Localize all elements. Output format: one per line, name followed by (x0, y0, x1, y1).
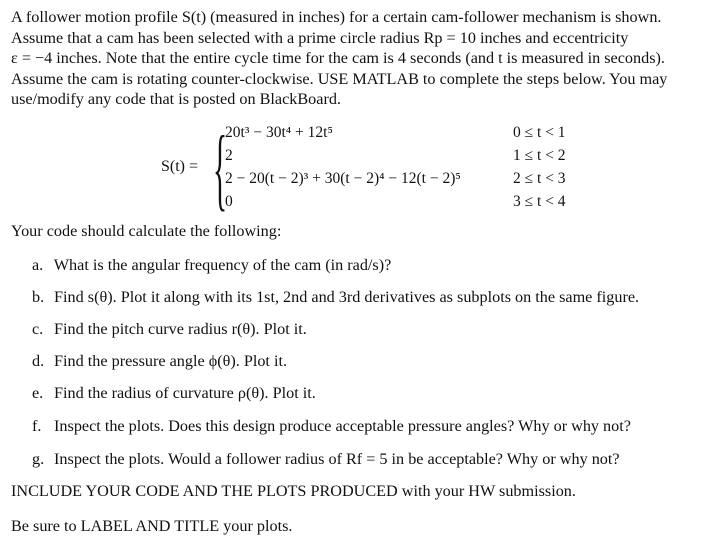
item-text: Find the radius of curvature ρ(θ). Plot it. (54, 384, 316, 402)
task-item-g (32, 450, 620, 469)
item-text: Inspect the plots. Would a follower radius of Rf = 5 in be acceptable? Why or why not? (54, 450, 620, 468)
task-item-f (32, 417, 631, 436)
task-item-b (32, 288, 639, 307)
item-label: f. (32, 417, 42, 435)
equation-lhs: S(t) = (161, 158, 199, 175)
task-item-e (32, 384, 316, 403)
case-expr-4: 0 (225, 193, 233, 210)
label-note: Be sure to LABEL AND TITLE your plots. (11, 517, 293, 535)
task-item-d (32, 352, 287, 371)
item-label: e. (32, 384, 44, 402)
left-brace: { (213, 117, 228, 219)
item-text: Find s(θ). Plot it along with its 1st, 2nd and 3rd derivatives as subplots on the same figure. (54, 288, 640, 306)
intro-line-5: use/modify any code that is posted on BlackBoard. (11, 90, 341, 109)
item-text: Inspect the plots. Does this design produce acceptable pressure angles? Why or why not? (54, 417, 631, 435)
task-item-c (32, 320, 307, 339)
intro-line-3: ε = −4 inches. Note that the entire cycle time for the cam is 4 seconds (and t is measured in seconds). (11, 49, 665, 68)
task-item-a (32, 256, 391, 275)
intro-line-2: Assume that a cam has been selected with a prime circle radius Rp = 10 inches and eccentricity (11, 28, 629, 47)
case-cond-3: 2 ≤ t < 3 (513, 170, 566, 187)
item-label: b. (32, 288, 45, 306)
piecewise-equation (155, 117, 595, 219)
case-cond-1: 0 ≤ t < 1 (513, 124, 566, 141)
item-label: a. (32, 256, 44, 274)
case-expr-1: 20t³ − 30t⁴ + 12t⁵ (225, 124, 333, 141)
item-label: c. (32, 320, 44, 338)
case-cond-2: 1 ≤ t < 2 (513, 147, 566, 164)
intro-line-1: A follower motion profile S(t) (measured in inches) for a certain cam-follower mechanism is shown. (11, 8, 662, 26)
item-label: g. (32, 450, 45, 468)
problem-intro (11, 7, 718, 110)
item-text: Find the pressure angle ϕ(θ). Plot it. (54, 352, 288, 370)
case-cond-4: 3 ≤ t < 4 (513, 193, 566, 210)
include-note: INCLUDE YOUR CODE AND THE PLOTS PRODUCED with your HW submission. (11, 482, 576, 500)
item-text: Find the pitch curve radius r(θ). Plot it. (54, 320, 307, 338)
case-expr-3: 2 − 20(t − 2)³ + 30(t − 2)⁴ − 12(t − 2)⁵ (225, 170, 461, 187)
item-label: d. (32, 352, 45, 370)
item-text: What is the angular frequency of the cam (in rad/s)? (53, 256, 392, 274)
intro-line-4: Assume the cam is rotating counter-clockwise. USE MATLAB to complete the steps below. You may (11, 69, 668, 88)
task-intro: Your code should calculate the following: (11, 222, 282, 240)
case-expr-2: 2 (225, 147, 233, 164)
